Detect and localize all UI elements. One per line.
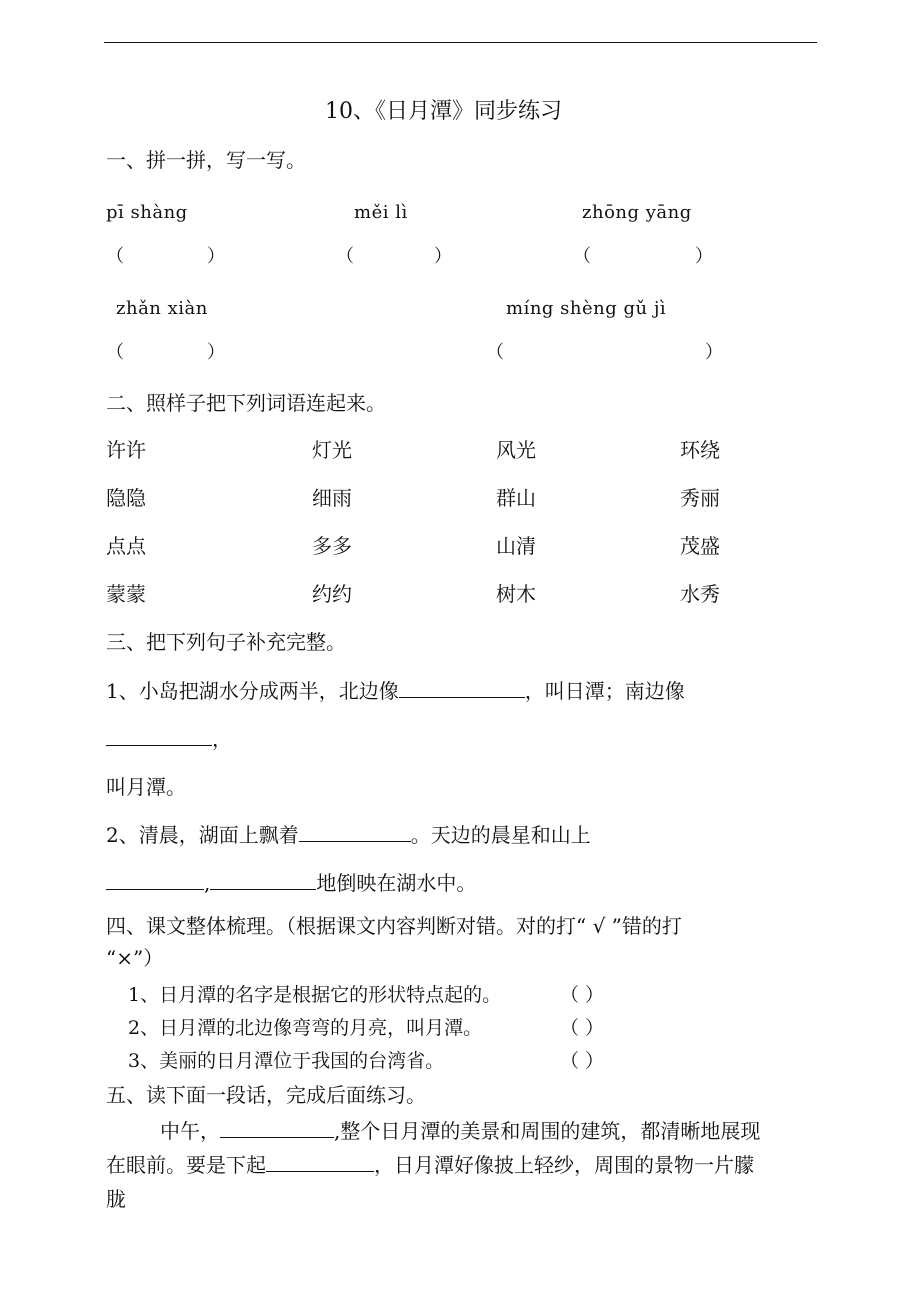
answer-paren-open: （ [106, 246, 124, 267]
word-item: 秀丽 [680, 486, 720, 510]
answer-paren[interactable]: （ ） [560, 1050, 605, 1072]
question-1-line-2 [106, 727, 232, 751]
word-item: 茂盛 [680, 534, 720, 558]
question-text: 2、清晨，湖面上飘着 [106, 823, 299, 847]
word-item: 水秀 [680, 582, 720, 606]
section1-heading: 一、拼一拼，写一写。 [106, 148, 306, 172]
passage-line-1 [160, 1119, 760, 1143]
word-item: 灯光 [312, 438, 352, 462]
fill-blank[interactable] [399, 679, 525, 698]
question-text: ，叫日潭；南边像 [524, 679, 685, 703]
answer-paren-open: （ [486, 342, 504, 363]
passage-text: ,整个日月潭的美景和周围的建筑，都清晰地展现 [334, 1119, 761, 1143]
question-text: 地倒映在湖水中。 [316, 871, 477, 895]
pinyin-2: měi lì [354, 202, 408, 223]
passage-line-3: 胧 [106, 1187, 126, 1211]
passage-text: 在眼前。要是下起 [106, 1153, 266, 1177]
word-item: 点点 [106, 534, 146, 558]
passage-line-2 [106, 1153, 754, 1177]
section4-heading-cont: “×”） [106, 946, 164, 970]
word-item: 隐隐 [106, 486, 146, 510]
page-title: 10、《日月潭》同步练习 [325, 99, 562, 124]
judge-item: 2、日月潭的北边像弯弯的月亮，叫月潭。 [128, 1017, 483, 1039]
answer-paren[interactable]: （ ） [560, 984, 605, 1006]
word-item: 许许 [106, 438, 146, 462]
pinyin-1: pī shàng [106, 202, 188, 223]
question-2-line-1 [106, 823, 591, 847]
question-text: ， [212, 727, 232, 751]
fill-blank[interactable] [220, 1119, 334, 1138]
answer-paren-close: ） [695, 246, 713, 267]
word-item: 山清 [496, 534, 536, 558]
pinyin-5: míng shèng gǔ jì [506, 298, 667, 319]
question-text: 1、小岛把湖水分成两半，北边像 [106, 679, 399, 703]
section4-heading: 四、课文整体梳理。（根据课文内容判断对错。对的打“ √ ”错的打 [106, 914, 682, 938]
answer-paren-open: （ [336, 246, 354, 267]
answer-paren-close: ） [207, 246, 225, 267]
fill-blank[interactable] [106, 871, 204, 890]
word-item: 风光 [496, 438, 536, 462]
answer-paren-close: ） [434, 246, 452, 267]
judge-item: 3、美丽的日月潭位于我国的台湾省。 [128, 1050, 445, 1072]
pinyin-3: zhōng yāng [582, 202, 692, 223]
header-rule [104, 42, 817, 43]
word-item: 环绕 [680, 438, 720, 462]
answer-paren-open: （ [106, 342, 124, 363]
word-item: 群山 [496, 486, 536, 510]
word-item: 多多 [312, 534, 352, 558]
word-item: 约约 [312, 582, 352, 606]
question-1-line-3: 叫月潭。 [106, 775, 186, 799]
fill-blank[interactable] [266, 1153, 374, 1172]
passage-text: 中午， [160, 1119, 220, 1143]
judge-item: 1、日月潭的名字是根据它的形状特点起的。 [128, 984, 502, 1006]
question-1-line-1 [106, 679, 685, 703]
word-item: 蒙蒙 [106, 582, 146, 606]
fill-blank[interactable] [210, 871, 316, 890]
passage-text: ，日月潭好像披上轻纱，周围的景物一片朦 [374, 1153, 754, 1177]
section5-heading: 五、读下面一段话，完成后面练习。 [106, 1083, 426, 1107]
answer-paren-close: ） [705, 342, 723, 363]
question-text: , [204, 871, 211, 895]
answer-paren-open: （ [573, 246, 591, 267]
question-text: 。天边的晨星和山上 [410, 823, 591, 847]
fill-blank[interactable] [299, 823, 411, 842]
word-item: 细雨 [312, 486, 352, 510]
section3-heading: 三、把下列句子补充完整。 [106, 630, 346, 654]
fill-blank[interactable] [106, 727, 212, 746]
word-item: 树木 [496, 582, 536, 606]
question-2-line-2 [106, 871, 476, 895]
pinyin-4: zhǎn xiàn [116, 298, 208, 319]
section2-heading: 二、照样子把下列词语连起来。 [106, 391, 386, 415]
answer-paren[interactable]: （ ） [560, 1017, 605, 1039]
answer-paren-close: ） [207, 342, 225, 363]
